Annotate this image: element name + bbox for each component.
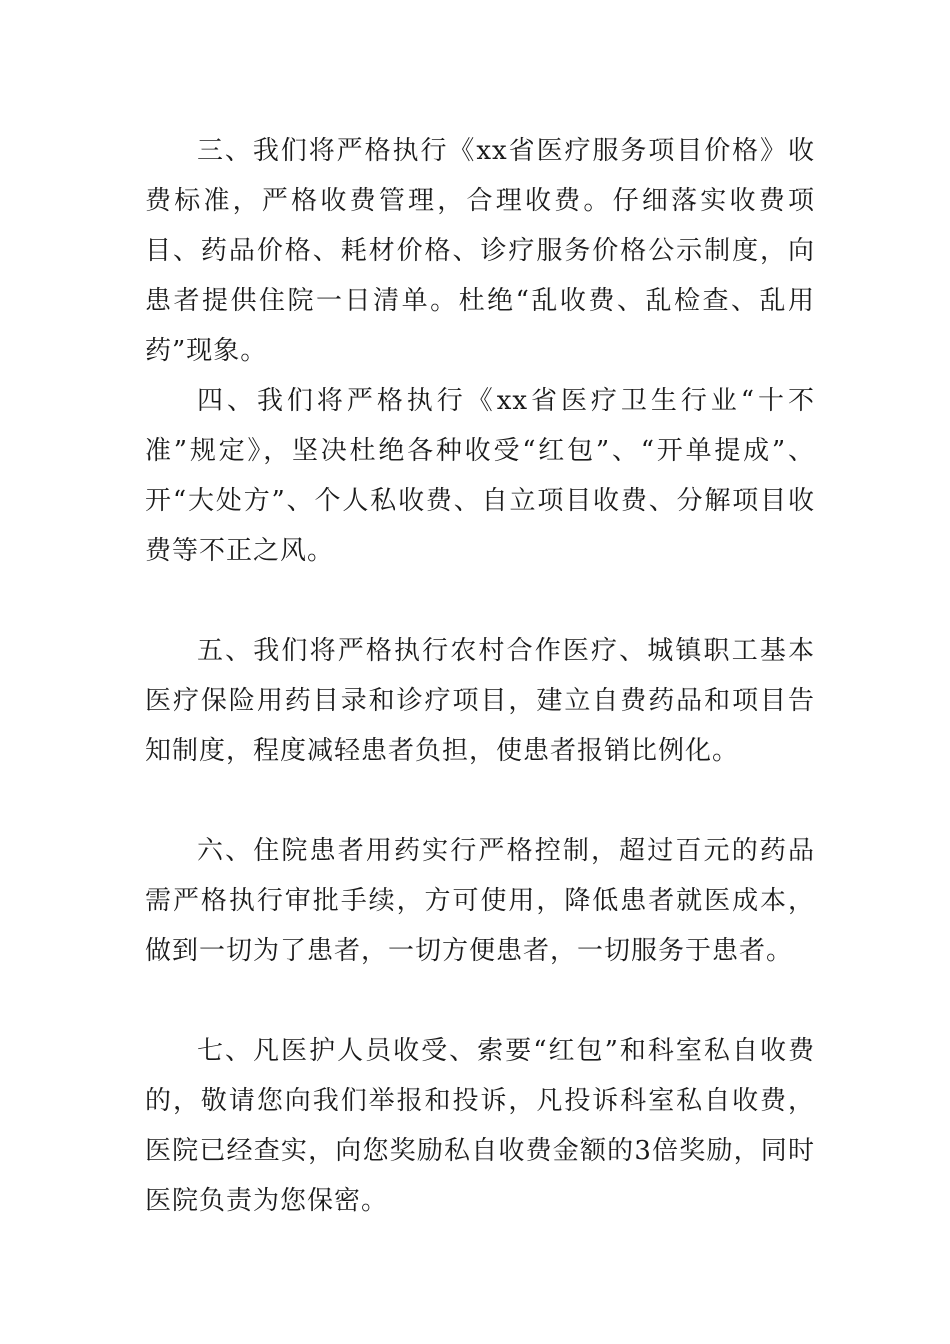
paragraph-3-pricing: 三、我们将严格执行《xx省医疗服务项目价格》收费标准，严格收费管理，合理收费。仔细落实收费项目、药品价格、耗材价格、诊疗服务价格公示制度，向患者提供住院一日清单。杜绝“乱收费、乱检查、乱用药”现象。 [145,136,815,366]
paragraph-6-drug-control: 六、住院患者用药实行严格控制，超过百元的药品需严格执行审批手续，方可使用，降低患者就医成本，做到一切为了患者，一切方便患者，一切服务于患者。 [145,836,815,966]
paragraph-7-reporting: 七、凡医护人员收受、索要“红包”和科室私自收费的，敬请您向我们举报和投诉，凡投诉科室私自收费，医院已经查实，向您奖励私自收费金额的3倍奖励，同时医院负责为您保密。 [145,1036,815,1216]
paragraph-4-ten-prohibitions: 四、我们将严格执行《xx省医疗卫生行业“十不准”规定》，坚决杜绝各种收受“红包”、“开单提成”、开“大处方”、个人私收费、自立项目收费、分解项目收费等不正之风。 [145,386,815,566]
paragraph-5-insurance: 五、我们将严格执行农村合作医疗、城镇职工基本医疗保险用药目录和诊疗项目，建立自费药品和项目告知制度，程度减轻患者负担，使患者报销比例化。 [145,636,815,766]
